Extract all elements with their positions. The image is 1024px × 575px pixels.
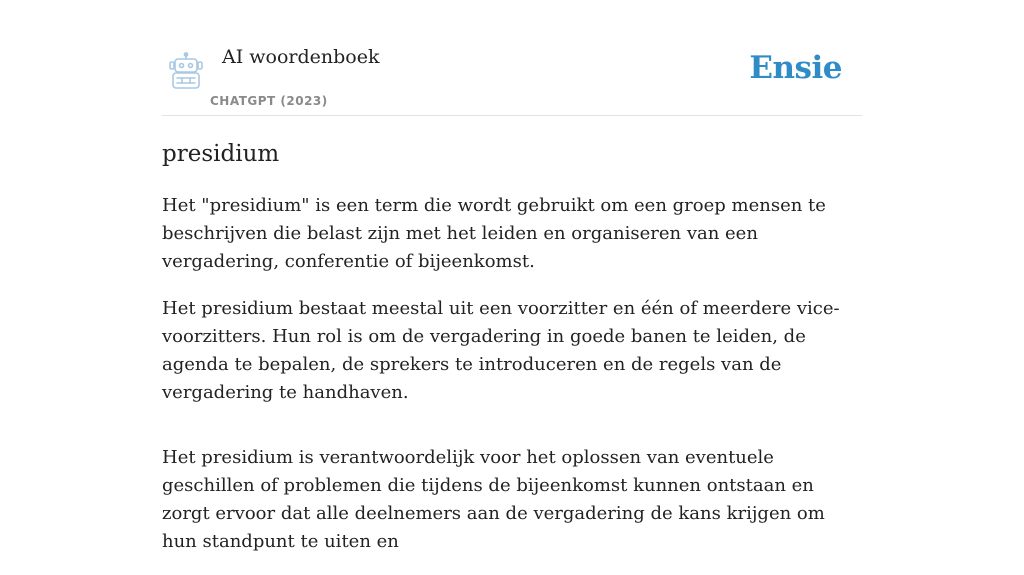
source-title: AI woordenboek <box>222 46 380 68</box>
robot-icon <box>166 52 206 90</box>
source-header <box>162 40 862 116</box>
entry-content <box>162 138 852 575</box>
entry-paragraph: Het presidium is verantwoordelijk voor het oplossen van eventuele geschillen of problemen die tijdens de bijeenkomst kunnen ontstaan en zorgt ervoor dat alle deelnemers aan de vergadering de kans krijgen om hun standpunt te uiten en <box>162 447 825 552</box>
entry-paragraph: Het presidium bestaat meestal uit een voorzitter en één of meerdere vice-voorzitters. Hun rol is om de vergadering in goede banen te leiden, de agenda te bepalen, de sprekers te introduceren en de regels van de vergadering te handhaven. <box>162 298 840 403</box>
brand-logo-link[interactable]: Ensie <box>749 50 842 86</box>
entry-term: presidium <box>162 141 280 167</box>
source-subtitle: CHATGPT (2023) <box>210 94 328 108</box>
entry-paragraph: Het "presidium" is een term die wordt gebruikt om een groep mensen te beschrijven die belast zijn met het leiden en organiseren van een vergadering, conferentie of bijeenkomst. <box>162 195 826 272</box>
